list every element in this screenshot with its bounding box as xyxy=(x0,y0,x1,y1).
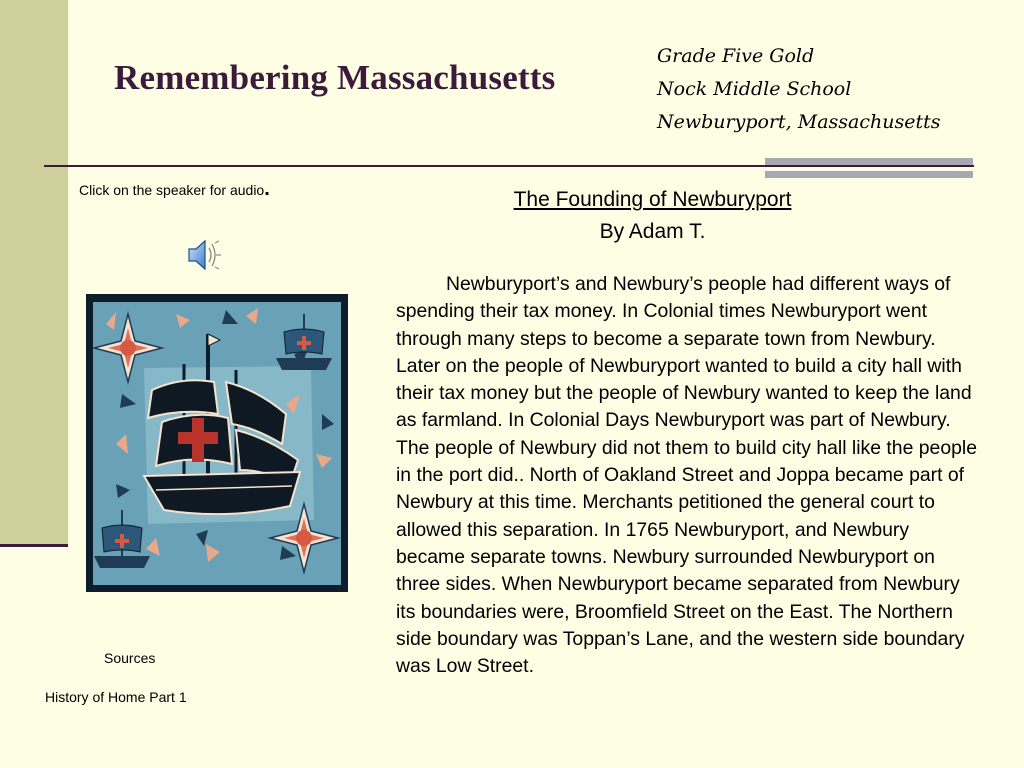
ship-and-compass-clipart xyxy=(86,294,348,592)
audio-instruction-period: . xyxy=(264,178,270,200)
header-accent-bar-top xyxy=(765,158,973,165)
header-divider xyxy=(44,165,974,167)
left-band-divider xyxy=(0,544,68,547)
story-byline: By Adam T. xyxy=(599,220,706,243)
slide-title: Remembering Massachusetts xyxy=(114,58,556,97)
left-decorative-band xyxy=(0,0,68,547)
audio-instruction-text: Click on the speaker for audio xyxy=(79,182,265,198)
history-of-home-link[interactable]: History of Home Part 1 xyxy=(45,689,187,705)
story-title: The Founding of Newburyport xyxy=(513,188,792,211)
school-line-name: Nock Middle School xyxy=(657,78,852,100)
story-body: Newburyport’s and Newbury’s people had different ways of spending their tax money. In Colonial times Newburyport went through many steps to become a separate town from Newbury. Later on the people of Newburyport wanted to build a city hall with their tax money but the people of Newbury wanted to keep the land as farmland. In Colonial Days Newburyport was part of Newbury. The people of Newbury did not them to build city hall like the people in the port did.. North of Oakland Street and Joppa became part of Newbury at this time. Merchants petitioned the general court to allowed this separation. In 1765 Newburyport, and Newbury became separate towns. Newbury surrounded Newburyport on three sides. When Newburyport became separated from Newbury its boundaries were, Broomfield Street on the East. The Northern side boundary was Toppan’s Lane, and the western side boundary was Low Street. xyxy=(396,273,977,678)
school-info xyxy=(657,40,941,139)
sources-link[interactable]: Sources xyxy=(104,650,156,666)
school-line-location: Newburyport, Massachusetts xyxy=(657,111,941,133)
speaker-icon[interactable] xyxy=(186,238,222,272)
school-line-class: Grade Five Gold xyxy=(657,45,815,67)
header-accent-bar-bottom xyxy=(765,171,973,178)
audio-instruction xyxy=(79,176,279,203)
